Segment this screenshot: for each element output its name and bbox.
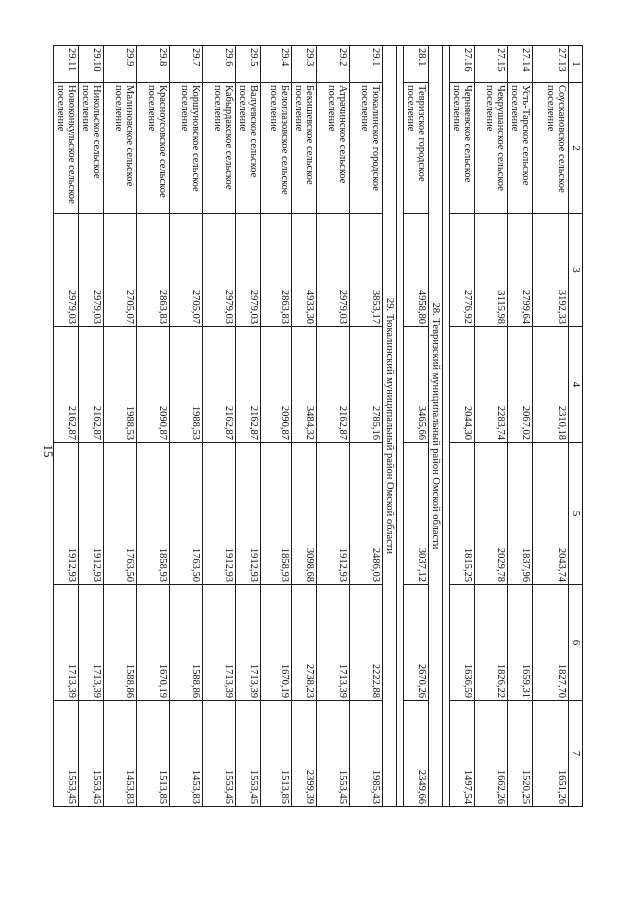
row-code: 29.11 xyxy=(54,46,79,83)
cell-value: 3192,33 xyxy=(533,214,569,327)
row-code: 29.10 xyxy=(79,46,104,83)
cell-value: 1670,19 xyxy=(261,585,292,701)
cell-value: 1713,39 xyxy=(236,585,261,701)
cell-value: 1912,93 xyxy=(203,443,236,585)
cell-value: 2705,07 xyxy=(104,214,137,327)
table-row xyxy=(79,46,104,807)
cell-value: 1713,39 xyxy=(79,585,104,701)
row-code: 29.1 xyxy=(350,46,383,83)
cell-value: 2979,03 xyxy=(79,214,104,327)
table-row xyxy=(292,46,317,807)
cell-value: 1453,83 xyxy=(170,701,203,807)
cell-value: 1453,83 xyxy=(104,701,137,807)
cell-value: 2776,92 xyxy=(450,214,475,327)
row-code: 29.9 xyxy=(104,46,137,83)
cell-value: 1553,45 xyxy=(236,701,261,807)
table-row xyxy=(104,46,137,807)
cell-value: 1588,86 xyxy=(104,585,137,701)
cell-value: 1985,43 xyxy=(350,701,383,807)
cell-value: 1713,39 xyxy=(317,585,350,701)
cell-value: 1826,22 xyxy=(475,585,508,701)
table-row xyxy=(170,46,203,807)
cell-value: 2399,39 xyxy=(292,701,317,807)
column-header: 2 xyxy=(569,83,583,214)
table-row xyxy=(137,46,170,807)
table-row xyxy=(404,46,429,807)
table-row xyxy=(236,46,261,807)
cell-value: 3853,17 xyxy=(350,214,383,327)
cell-value: 1713,39 xyxy=(203,585,236,701)
table-row xyxy=(450,46,475,807)
rotated-table-frame xyxy=(55,45,583,806)
cell-value: 2090,87 xyxy=(261,327,292,443)
cell-value: 2043,74 xyxy=(533,443,569,585)
section-title: 29. Тюкалинский муниципальный район Омской области xyxy=(383,46,397,807)
cell-value: 1659,31 xyxy=(508,585,533,701)
cell-value: 1837,96 xyxy=(508,443,533,585)
spacer-row xyxy=(443,46,450,807)
row-code: 29.8 xyxy=(137,46,170,83)
cell-value: 1858,93 xyxy=(137,443,170,585)
cell-value: 2799,64 xyxy=(508,214,533,327)
cell-value: 2349,66 xyxy=(404,701,429,807)
cell-value: 1513,85 xyxy=(137,701,170,807)
cell-value: 2162,87 xyxy=(54,327,79,443)
cell-value: 2979,03 xyxy=(203,214,236,327)
row-name: Усть-Тарское сельское поселение xyxy=(508,83,533,214)
cell-value: 2162,87 xyxy=(236,327,261,443)
cell-value: 1497,54 xyxy=(450,701,475,807)
cell-value: 1815,25 xyxy=(450,443,475,585)
cell-value: 2044,30 xyxy=(450,327,475,443)
row-code: 27.13 xyxy=(533,46,569,83)
row-code: 29.7 xyxy=(170,46,203,83)
column-header: 1 xyxy=(569,46,583,83)
cell-value: 2705,07 xyxy=(170,214,203,327)
cell-value: 1636,59 xyxy=(450,585,475,701)
cell-value: 1827,70 xyxy=(533,585,569,701)
table-row xyxy=(350,46,383,807)
cell-value: 2785,16 xyxy=(350,327,383,443)
column-header: 3 xyxy=(569,214,583,327)
row-code: 29.4 xyxy=(261,46,292,83)
row-code: 27.14 xyxy=(508,46,533,83)
cell-value: 3115,98 xyxy=(475,214,508,327)
cell-value: 1988,53 xyxy=(170,327,203,443)
row-name: Новоконкульское сельское поселение xyxy=(54,83,79,214)
row-name: Кабырдакское сельское поселение xyxy=(203,83,236,214)
header-row xyxy=(569,46,583,807)
row-name: Валуевское сельское поселение xyxy=(236,83,261,214)
cell-value: 1553,45 xyxy=(317,701,350,807)
row-name: Атрачинское сельское поселение xyxy=(317,83,350,214)
cell-value: 1912,93 xyxy=(54,443,79,585)
column-header: 4 xyxy=(569,327,583,443)
row-code: 29.6 xyxy=(203,46,236,83)
row-name: Чекрушанское сельское поселение xyxy=(475,83,508,214)
cell-value: 1520,25 xyxy=(508,701,533,807)
cell-value: 2486,03 xyxy=(350,443,383,585)
cell-value: 2162,87 xyxy=(317,327,350,443)
cell-value: 2067,02 xyxy=(508,327,533,443)
row-code: 28.1 xyxy=(404,46,429,83)
cell-value: 1513,85 xyxy=(261,701,292,807)
cell-value: 1858,93 xyxy=(261,443,292,585)
table-row xyxy=(203,46,236,807)
cell-value: 2222,88 xyxy=(350,585,383,701)
cell-value: 1588,86 xyxy=(170,585,203,701)
cell-value: 2283,74 xyxy=(475,327,508,443)
row-name: Бекишевское сельское поселение xyxy=(292,83,317,214)
cell-value: 2310,18 xyxy=(533,327,569,443)
cell-value: 3037,12 xyxy=(404,443,429,585)
cell-value: 4958,80 xyxy=(404,214,429,327)
cell-value: 3484,32 xyxy=(292,327,317,443)
row-name: Черняевское сельское поселение xyxy=(450,83,475,214)
table-row xyxy=(508,46,533,807)
cell-value: 1912,93 xyxy=(317,443,350,585)
cell-value: 2090,87 xyxy=(137,327,170,443)
cell-value: 2979,03 xyxy=(317,214,350,327)
cell-value: 1912,93 xyxy=(236,443,261,585)
row-name: Тевризское городское поселение xyxy=(404,83,429,214)
row-name: Коршуновское сельское поселение xyxy=(170,83,203,214)
cell-value: 1651,26 xyxy=(533,701,569,807)
cell-value: 1912,93 xyxy=(79,443,104,585)
table-row xyxy=(533,46,569,807)
table-row xyxy=(54,46,79,807)
cell-value: 3465,66 xyxy=(404,327,429,443)
cell-value: 2162,87 xyxy=(79,327,104,443)
page-number: 15 xyxy=(41,444,56,458)
cell-value: 1553,45 xyxy=(203,701,236,807)
table-row xyxy=(261,46,292,807)
row-name: Белоглазовское сельское поселение xyxy=(261,83,292,214)
section-title: 28. Тевризский муниципальный район Омской области xyxy=(429,46,443,807)
cell-value: 1988,53 xyxy=(104,327,137,443)
cell-value: 2863,83 xyxy=(137,214,170,327)
cell-value: 3098,68 xyxy=(292,443,317,585)
cell-value: 1670,19 xyxy=(137,585,170,701)
cell-value: 1662,26 xyxy=(475,701,508,807)
row-code: 29.3 xyxy=(292,46,317,83)
row-code: 27.16 xyxy=(450,46,475,83)
column-header: 5 xyxy=(569,443,583,585)
section-row xyxy=(383,46,397,807)
row-code: 29.5 xyxy=(236,46,261,83)
tariff-table xyxy=(53,45,583,807)
cell-value: 2979,03 xyxy=(54,214,79,327)
column-header: 7 xyxy=(569,701,583,807)
cell-value: 1763,50 xyxy=(170,443,203,585)
cell-value: 1713,39 xyxy=(54,585,79,701)
table-row xyxy=(317,46,350,807)
cell-value: 4933,30 xyxy=(292,214,317,327)
section-row xyxy=(429,46,443,807)
row-name: Красноусовское сельское поселение xyxy=(137,83,170,214)
cell-value: 2029,78 xyxy=(475,443,508,585)
cell-value: 1553,45 xyxy=(79,701,104,807)
cell-value: 2738,23 xyxy=(292,585,317,701)
row-name: Никольское сельское поселение xyxy=(79,83,104,214)
cell-value: 2670,26 xyxy=(404,585,429,701)
row-name: Тюкалинское городское поселение xyxy=(350,83,383,214)
table-row xyxy=(475,46,508,807)
row-code: 27.15 xyxy=(475,46,508,83)
row-name: Малиновское сельское поселение xyxy=(104,83,137,214)
cell-value: 2162,87 xyxy=(203,327,236,443)
row-code: 29.2 xyxy=(317,46,350,83)
cell-value: 1553,45 xyxy=(54,701,79,807)
cell-value: 2863,83 xyxy=(261,214,292,327)
cell-value: 2979,03 xyxy=(236,214,261,327)
cell-value: 1763,50 xyxy=(104,443,137,585)
spacer-row xyxy=(397,46,404,807)
column-header: 6 xyxy=(569,585,583,701)
row-name: Соускановское сельское поселение xyxy=(533,83,569,214)
